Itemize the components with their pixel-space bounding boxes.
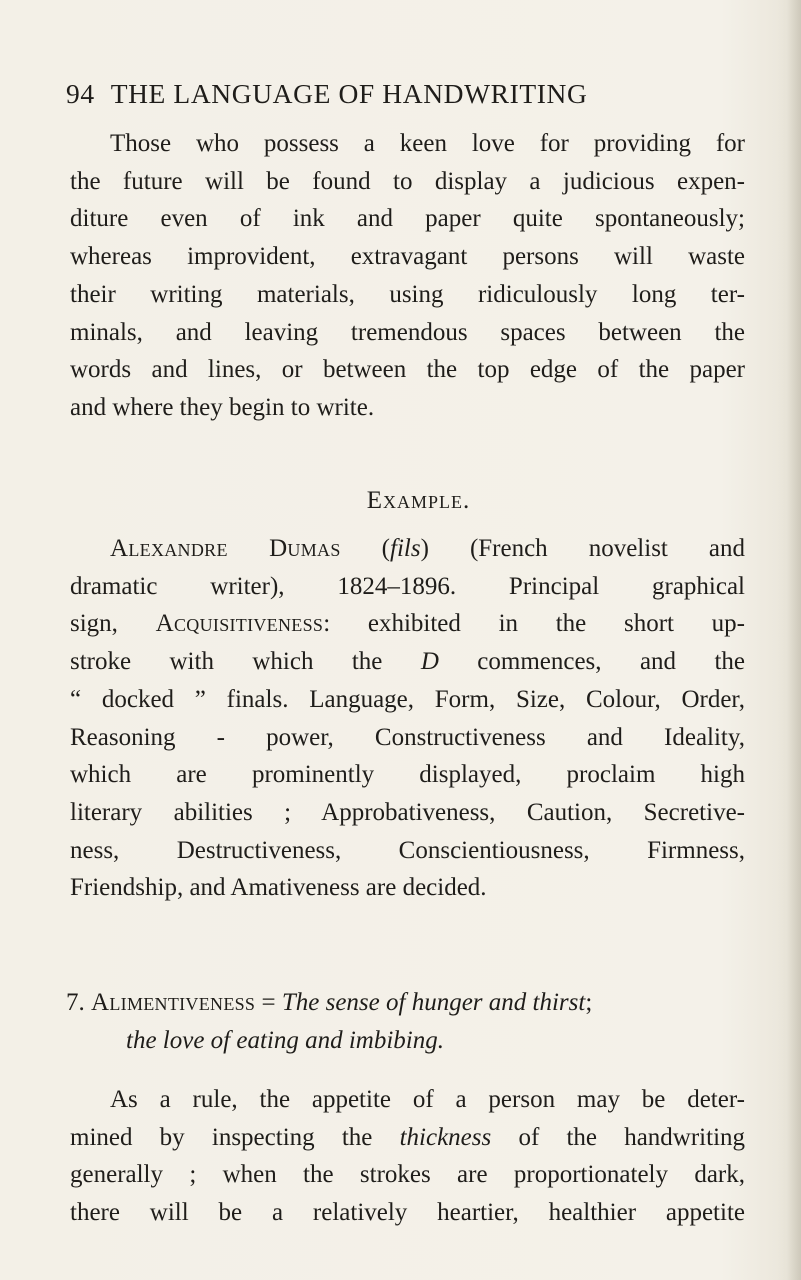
running-header xyxy=(66,78,726,110)
paragraph-line: Those who possess a keen love for providing for xyxy=(110,130,745,157)
paragraph-line: diture even of ink and paper quite spontaneously; xyxy=(70,205,745,233)
running-title: THE LANGUAGE OF HANDWRITING xyxy=(110,78,588,109)
paragraph-line: and where they begin to write. xyxy=(70,393,375,421)
paragraph-example xyxy=(70,530,745,907)
section-7-line: 7. Alimentiveness = The sense of hunger and thirst; xyxy=(66,989,593,1016)
example-heading: Example. xyxy=(366,487,471,514)
paragraph-line: stroke with which the D commences, and the xyxy=(70,648,745,676)
definition-hunger-thirst: The sense of hunger and thirst xyxy=(281,989,586,1016)
paragraph-line: ness, Destructiveness, Conscientiousness, Firmness, xyxy=(70,836,745,864)
section-7-heading xyxy=(66,984,746,1059)
page-number: 94 xyxy=(66,78,95,109)
page-edge-shadow xyxy=(787,0,801,1280)
definition-eating-imbibing: the love of eating and imbibing. xyxy=(126,1026,445,1054)
paragraph-line: generally ; when the strokes are proportionately dark, xyxy=(70,1161,745,1189)
paragraph-line: which are prominently displayed, proclaim high xyxy=(70,761,745,789)
author-name: Alexandre Dumas xyxy=(110,535,341,562)
paragraph-line: Alexandre Dumas (fils) (French novelist and xyxy=(110,535,745,562)
letter-d-italic: D xyxy=(420,648,439,676)
paragraph-line: whereas improvident, extravagant persons will waste xyxy=(70,243,745,271)
thickness-italic: thickness xyxy=(399,1123,492,1151)
paragraph-line: words and lines, or between the top edge of the paper xyxy=(70,356,745,384)
paragraph-line: sign, Acquisitiveness: exhibited in the short up- xyxy=(70,610,745,638)
paragraph-line: there will be a relatively heartier, healthier appetite xyxy=(70,1199,745,1227)
paragraph-line: Friendship, and Amativeness are decided. xyxy=(70,874,487,902)
paragraph-line: the future will be found to display a judicious expen- xyxy=(70,167,745,195)
paragraph-line: literary abilities ; Approbativeness, Caution, Secretive- xyxy=(70,798,745,826)
alimentiveness-term: Alimentiveness xyxy=(91,989,256,1016)
paragraph-line: mined by inspecting the thickness of the handwriting xyxy=(70,1123,746,1151)
paragraph-appetite xyxy=(70,1081,745,1232)
paragraph-line: “ docked ” finals. Language, Form, Size, Colour, Order, xyxy=(70,685,745,713)
paragraph-line: their writing materials, using ridiculously long ter- xyxy=(70,280,745,308)
fils-italic: fils xyxy=(390,535,421,562)
paragraph-line: Reasoning - power, Constructiveness and Ideality, xyxy=(70,723,745,751)
paragraph-line: As a rule, the appetite of a person may be deter- xyxy=(110,1086,745,1113)
paragraph-line: minals, and leaving tremendous spaces between the xyxy=(70,318,745,346)
paragraph-line: dramatic writer), 1824–1896. Principal graphical xyxy=(70,572,745,600)
paragraph-providing xyxy=(70,125,745,427)
acquisitiveness-term: Acquisitiveness xyxy=(155,610,324,638)
section-number: 7. xyxy=(66,989,85,1016)
